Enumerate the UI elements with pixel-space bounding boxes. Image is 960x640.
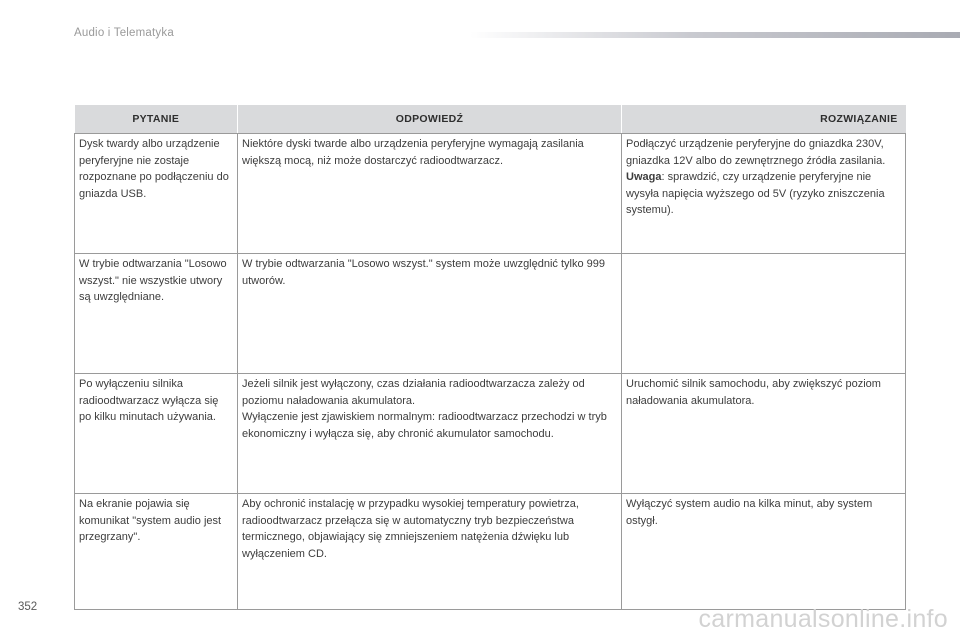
table-row — [75, 254, 906, 374]
question-cell: Dysk twardy albo urządzenie peryferyjne nie zostaje rozpoznane po podłączeniu do gniazda USB. — [75, 134, 238, 254]
column-header-question: PYTANIE — [75, 105, 238, 134]
answer-cell — [238, 374, 622, 494]
question-cell: Na ekranie pojawia się komunikat "system audio jest przegrzany". — [75, 494, 238, 610]
header-decorative-bar — [470, 32, 960, 38]
column-header-answer: ODPOWIEDŹ — [238, 105, 622, 134]
answer-cell: Niektóre dyski twarde albo urządzenia peryferyjne wymagają zasilania większą mocą, niż może dostarczyć radioodtwarzacz. — [238, 134, 622, 254]
troubleshooting-table — [74, 105, 906, 610]
solution-note — [626, 169, 901, 219]
answer-text: Jeżeli silnik jest wyłączony, czas działania radioodtwarzacza zależy od poziomu naładowania akumulatora. — [242, 378, 585, 407]
table-row — [75, 494, 906, 610]
page-number: 352 — [18, 601, 38, 613]
note-label: Uwaga — [626, 171, 662, 183]
answer-cell: W trybie odtwarzania "Losowo wszyst." system może uwzględnić tylko 999 utworów. — [238, 254, 622, 374]
table-row — [75, 374, 906, 494]
solution-cell: Uruchomić silnik samochodu, aby zwiększyć poziom naładowania akumulatora. — [622, 374, 906, 494]
section-title: Audio i Telematyka — [74, 27, 174, 39]
table-row — [75, 134, 906, 254]
solution-cell — [622, 254, 906, 374]
column-header-solution: ROZWIĄZANIE — [622, 105, 906, 134]
solution-cell — [622, 134, 906, 254]
watermark: carmanualsonline.info — [698, 605, 948, 633]
answer-cell: Aby ochronić instalację w przypadku wysokiej temperatury powietrza, radioodtwarzacz przełącza się w automatyczny tryb bezpieczeństwa termicznego, objawiający się zmniejszeniem natężenia dźwięku lub wyłączeniem CD. — [238, 494, 622, 610]
question-cell: W trybie odtwarzania "Losowo wszyst." nie wszystkie utwory są uwzględniane. — [75, 254, 238, 374]
note-text: : sprawdzić, czy urządzenie peryferyjne nie wysyła napięcia wyższego od 5V (ryzyko zniszczenia systemu). — [626, 171, 885, 216]
question-cell: Po wyłączeniu silnika radioodtwarzacz wyłącza się po kilku minutach używania. — [75, 374, 238, 494]
solution-cell: Wyłączyć system audio na kilka minut, aby system ostygł. — [622, 494, 906, 610]
table-header-row — [75, 105, 906, 134]
answer-text: Wyłączenie jest zjawiskiem normalnym: radioodtwarzacz przechodzi w tryb ekonomiczny i wyłącza się, aby chronić akumulator samochodu. — [242, 411, 607, 440]
solution-text: Podłączyć urządzenie peryferyjne do gniazdka 230V, gniazdka 12V albo do zewnętrznego źródła zasilania. — [626, 138, 886, 167]
